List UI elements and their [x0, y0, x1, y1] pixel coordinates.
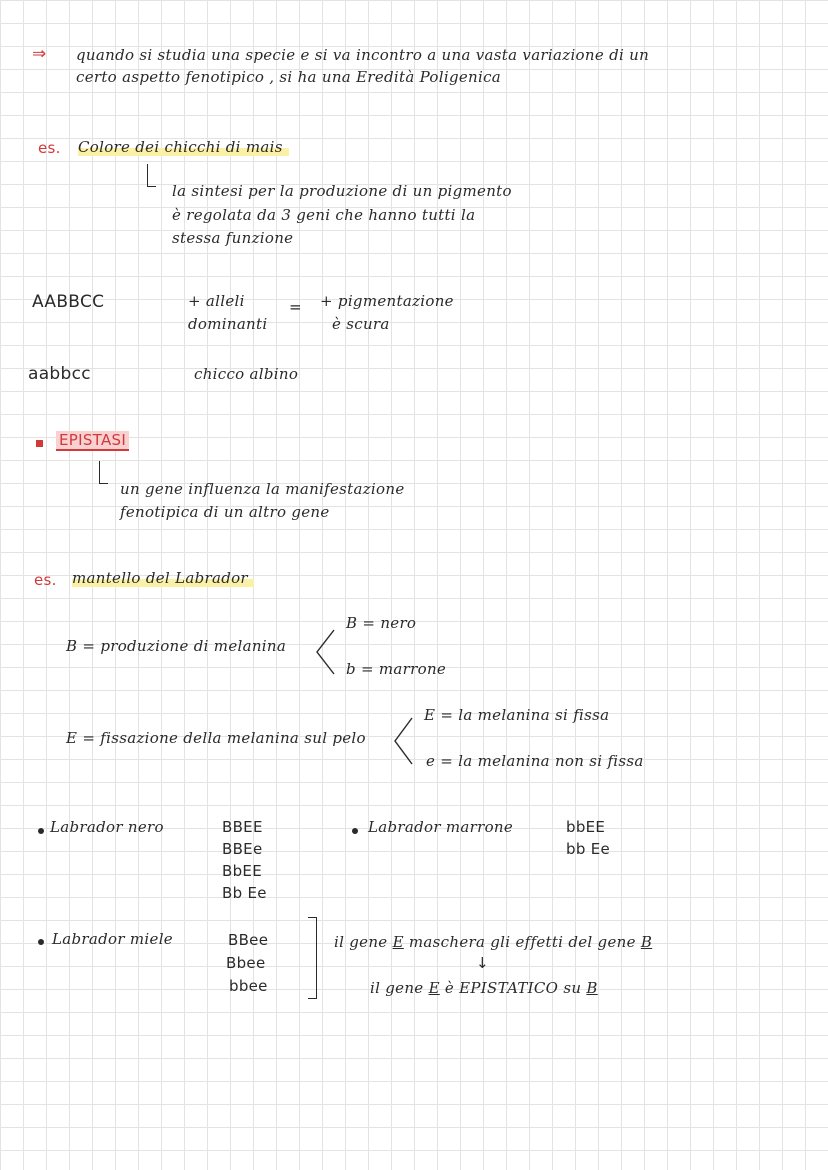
genotype-recessive: aabbcc	[28, 364, 91, 384]
gene-B-definition: B = produzione di melanina	[66, 637, 287, 655]
epistasi-desc-line-1: un gene influenza la manifestazione	[120, 480, 405, 498]
bullet-square-icon	[36, 440, 43, 447]
mask-statement: il gene E maschera gli effetti del gene B	[334, 933, 653, 951]
bullet-dot-icon	[38, 828, 44, 834]
epistasi-desc-line-2: fenotipica di un altro gene	[120, 503, 330, 521]
genotype-black-4: Bb Ee	[222, 884, 267, 902]
brace-icon	[392, 716, 414, 768]
labrador-example-label: es.	[34, 571, 57, 589]
allele-e-not-fixes: e = la melanina non si fissa	[426, 752, 644, 770]
labrador-example-title: mantello del Labrador	[72, 569, 254, 587]
more-alleles-line-1: + alleli	[188, 292, 245, 310]
down-arrow-icon: ↓	[476, 954, 489, 972]
intro-line-2: certo aspetto fenotipico , si ha una Eredità Poligenica	[76, 68, 502, 86]
mais-example-title: Colore dei chicchi di mais	[78, 138, 289, 156]
genotype-black-2: BBEe	[222, 840, 263, 858]
bullet-dot-icon	[38, 939, 44, 945]
mais-desc-line-2: è regolata da 3 geni che hanno tutti la	[172, 206, 476, 224]
brace-icon	[314, 628, 336, 678]
mais-example-label: es.	[38, 139, 61, 157]
bullet-dot-icon	[352, 828, 358, 834]
genotype-brown-2: bb Ee	[566, 840, 611, 858]
albino-kernel: chicco albino	[194, 365, 299, 383]
bracket-icon	[308, 917, 317, 999]
genotype-honey-3: bbee	[229, 977, 268, 995]
labrador-brown-label: Labrador marrone	[368, 818, 514, 836]
allele-B-black: B = nero	[346, 614, 417, 632]
labrador-black-label: Labrador nero	[50, 818, 164, 836]
genotype-brown-1: bbEE	[566, 818, 606, 836]
genotype-dominant: AABBCC	[32, 292, 105, 312]
mais-desc-line-3: stessa funzione	[172, 229, 294, 247]
allele-E-fixes: E = la melanina si fissa	[424, 706, 610, 724]
hook-arrow-icon	[147, 164, 156, 187]
genotype-black-1: BBEE	[222, 818, 263, 836]
epistatic-statement: il gene E è EPISTATICO su B	[370, 979, 598, 997]
hook-arrow-icon	[99, 461, 108, 484]
genotype-honey-2: Bbee	[226, 954, 266, 972]
labrador-honey-label: Labrador miele	[52, 930, 173, 948]
more-pigment-line-1: + pigmentazione	[320, 292, 454, 310]
genotype-honey-1: BBee	[228, 931, 269, 949]
mais-desc-line-1: la sintesi per la produzione di un pigmento	[172, 182, 512, 200]
implies-arrow: ⇒	[32, 44, 47, 64]
epistasi-title: EPISTASI	[56, 431, 129, 449]
genotype-black-3: BbEE	[222, 862, 262, 880]
intro-line-1: quando si studia una specie e si va incontro a una vasta variazione di un	[76, 46, 650, 64]
allele-b-brown: b = marrone	[346, 660, 447, 678]
more-pigment-line-2: è scura	[332, 315, 390, 333]
gene-E-definition: E = fissazione della melanina sul pelo	[66, 729, 366, 747]
equals-sign: =	[289, 298, 302, 316]
more-alleles-line-2: dominanti	[188, 315, 268, 333]
